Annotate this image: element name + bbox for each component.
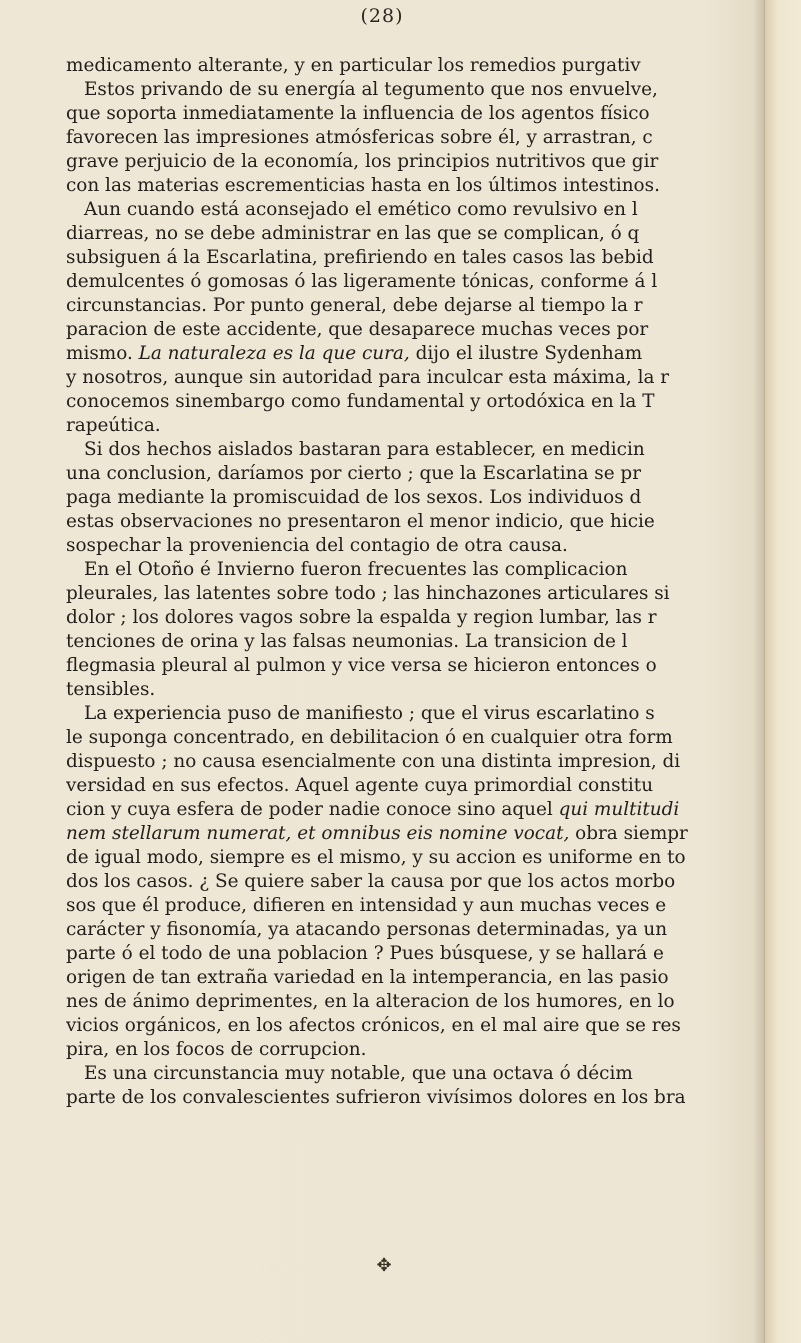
text-line: diarreas, no se debe administrar en las que se complican, ó q xyxy=(66,223,640,244)
text-line: pleurales, las latentes sobre todo ; las hinchazones articulares si xyxy=(66,583,670,604)
text-line: sospechar la proveniencia del contagio de otra causa. xyxy=(66,535,568,556)
text-line: Aun cuando está aconsejado el emético como revulsivo en l xyxy=(84,199,638,220)
text-line: una conclusion, daríamos por cierto ; que la Escarlatina se pr xyxy=(66,463,641,484)
printer-mark-icon: ✥ xyxy=(376,1255,392,1276)
text-line: y nosotros, aunque sin autoridad para inculcar esta máxima, la r xyxy=(66,367,670,388)
text-fragment: obra siempr xyxy=(575,823,688,844)
text-line: nes de ánimo deprimentes, en la alteracion de los humores, en lo xyxy=(66,991,675,1012)
text-line: versidad en sus efectos. Aquel agente cuya primordial constitu xyxy=(66,775,654,796)
body-text xyxy=(66,54,774,1110)
text-line: medicamento alterante, y en particular los remedios purgativ xyxy=(66,55,641,76)
text-line: La experiencia puso de manifiesto ; que el virus escarlatino s xyxy=(84,703,655,724)
text-line xyxy=(66,822,774,846)
text-line: grave perjuicio de la economía, los principios nutritivos que gir xyxy=(66,151,659,172)
text-line: parte de los convalescientes sufrieron vivísimos dolores en los bra xyxy=(66,1087,686,1108)
text-line: paga mediante la promiscuidad de los sexos. Los individuos d xyxy=(66,487,642,508)
page-number: (28) xyxy=(360,5,404,27)
text-line: le suponga concentrado, en debilitacion ó en cualquier otra form xyxy=(66,727,673,748)
text-line: estas observaciones no presentaron el menor indicio, que hicie xyxy=(66,511,655,532)
quotation-italic: nem stellarum numerat, et omnibus eis nomine vocat, xyxy=(66,823,570,844)
text-line: En el Otoño é Invierno fueron frecuentes las complicacion xyxy=(84,559,628,580)
text-line: pira, en los focos de corrupcion. xyxy=(66,1039,367,1060)
text-line: circunstancias. Por punto general, debe dejarse al tiempo la r xyxy=(66,295,643,316)
text-line: origen de tan extraña variedad en la intemperancia, en las pasio xyxy=(66,967,669,988)
quotation-italic: La naturaleza es la que cura, xyxy=(138,343,410,364)
text-line: que soporta inmediatamente la influencia de los agentos físico xyxy=(66,103,650,124)
text-line: dispuesto ; no causa esencialmente con una distinta impresion, di xyxy=(66,751,681,772)
text-line: paracion de este accidente, que desaparece muchas veces por xyxy=(66,319,649,340)
text-line: Si dos hechos aislados bastaran para establecer, en medicin xyxy=(84,439,645,460)
text-line: favorecen las impresiones atmósfericas sobre él, y arrastran, c xyxy=(66,127,653,148)
text-line: conocemos sinembargo como fundamental y ortodóxica en la T xyxy=(66,391,655,412)
text-line: dos los casos. ¿ Se quiere saber la causa por que los actos morbo xyxy=(66,871,676,892)
text-line: tensibles. xyxy=(66,679,156,700)
text-line: demulcentes ó gomosas ó las ligeramente tónicas, conforme á l xyxy=(66,271,658,292)
text-line: parte ó el todo de una poblacion ? Pues búsquese, y se hallará e xyxy=(66,943,664,964)
text-line: Estos privando de su energía al tegumento que nos envuelve, xyxy=(84,79,658,100)
text-line: vicios orgánicos, en los afectos crónicos, en el mal aire que se res xyxy=(66,1015,681,1036)
text-fragment: cion y cuya esfera de poder nadie conoce sino aquel xyxy=(66,799,553,820)
text-line: de igual modo, siempre es el mismo, y su accion es uniforme en to xyxy=(66,847,686,868)
text-line: carácter y fisonomía, ya atacando personas determinadas, ya un xyxy=(66,919,668,940)
text-line xyxy=(66,798,774,822)
text-line: subsiguen á la Escarlatina, prefiriendo en tales casos las bebid xyxy=(66,247,654,268)
text-line: rapeútica. xyxy=(66,415,161,436)
text-line: Es una circunstancia muy notable, que una octava ó décim xyxy=(84,1063,633,1084)
text-line: tenciones de orina y las falsas neumonias. La transicion de l xyxy=(66,631,628,652)
text-line xyxy=(66,342,774,366)
text-fragment: dijo el ilustre Sydenham xyxy=(415,343,643,364)
text-fragment: mismo. xyxy=(66,343,133,364)
text-line: dolor ; los dolores vagos sobre la espalda y region lumbar, las r xyxy=(66,607,657,628)
text-line: flegmasia pleural al pulmon y vice versa se hicieron entonces o xyxy=(66,655,657,676)
text-line: con las materias escrementicias hasta en los últimos intestinos. xyxy=(66,175,660,196)
quotation-italic: qui multitudi xyxy=(558,799,680,820)
text-line: sos que él produce, difieren en intensidad y aun muchas veces e xyxy=(66,895,667,916)
